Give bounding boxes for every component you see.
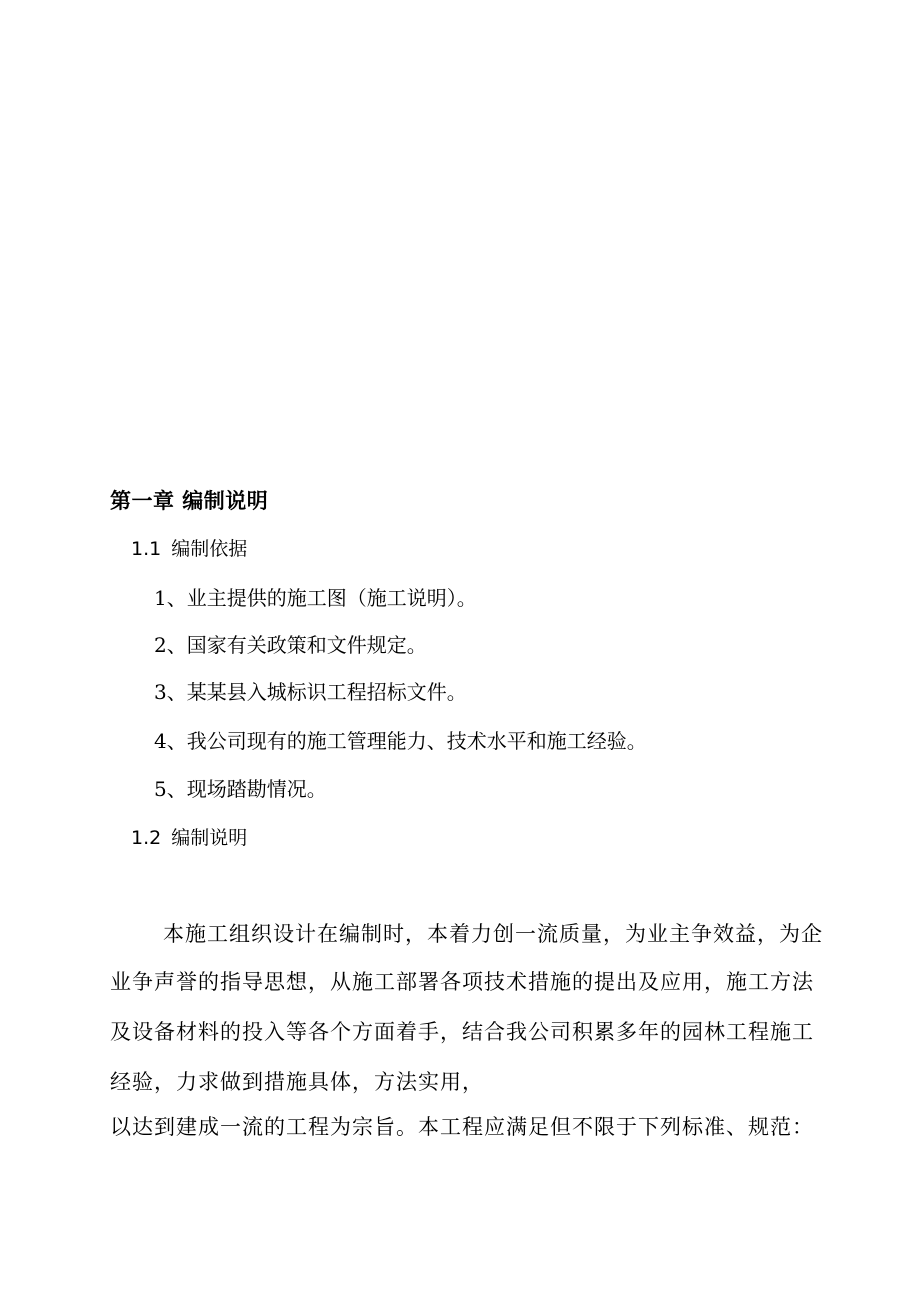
paragraph-line: 业争声誉的指导思想，从施工部署各项技术措施的提出及应用，施工方法 xyxy=(110,970,814,994)
section-heading-1-1 xyxy=(131,534,247,564)
section-number: 1.1 xyxy=(131,538,162,560)
section-heading-1-2 xyxy=(131,823,247,853)
chapter-title: 第一章 编制说明 xyxy=(110,489,269,513)
list-item: 1、业主提供的施工图（施工说明）。 xyxy=(154,586,477,610)
list-item: 5、现场踏勘情况。 xyxy=(154,777,327,801)
list-item: 3、某某县入城标识工程招标文件。 xyxy=(154,680,467,704)
section-number: 1.2 xyxy=(131,827,162,849)
paragraph-line: 及设备材料的投入等各个方面着手，结合我公司积累多年的园林工程施工 xyxy=(110,1020,814,1044)
list-item: 2、国家有关政策和文件规定。 xyxy=(154,633,427,657)
paragraph-line: 本施工组织设计在编制时，本着力创一流质量，为业主争效益，为企 xyxy=(163,922,823,946)
list-item: 4、我公司现有的施工管理能力、技术水平和施工经验。 xyxy=(154,729,647,753)
section-title: 编制依据 xyxy=(171,538,248,560)
section-title: 编制说明 xyxy=(171,827,248,849)
paragraph-line: 经验，力求做到措施具体，方法实用， xyxy=(110,1070,484,1094)
paragraph-line: 以达到建成一流的工程为宗旨。本工程应满足但不限于下列标准、规范： xyxy=(110,1115,814,1139)
